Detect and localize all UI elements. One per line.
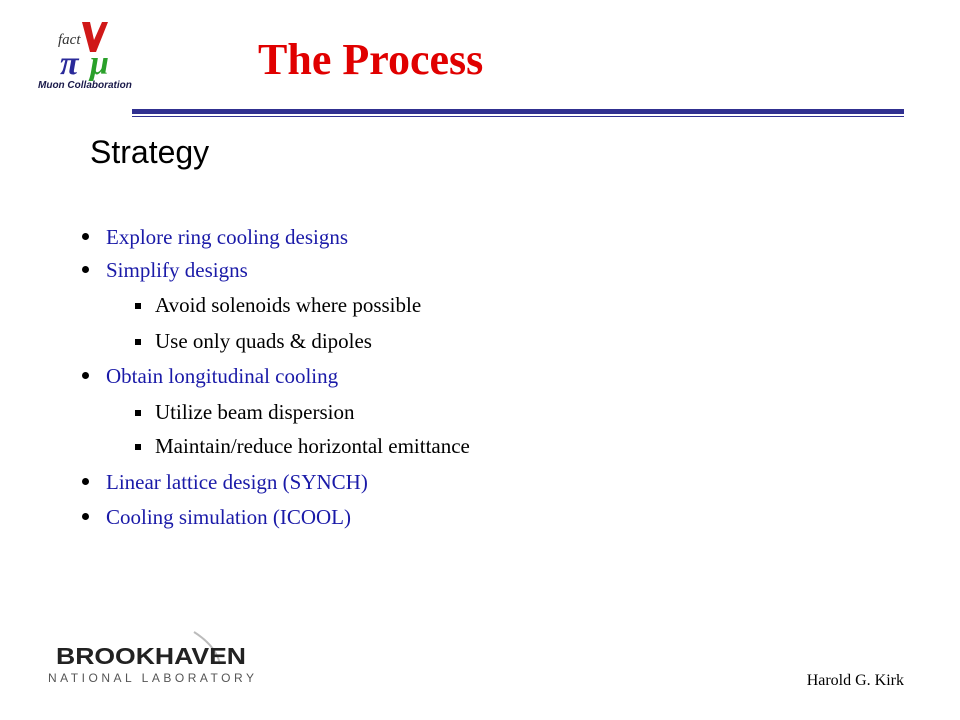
bullet-text: Obtain longitudinal cooling — [106, 364, 339, 388]
bullet-text: Use only quads & dipoles — [155, 329, 372, 353]
bullet-dot-icon — [82, 478, 89, 485]
sub-bullet-square-icon — [135, 303, 141, 309]
sub-bullet-square-icon — [135, 339, 141, 345]
sub-bullet-item — [155, 402, 354, 423]
bullet-text: Explore ring cooling designs — [106, 225, 349, 249]
logo-lab-name: BROOKHAVEN — [56, 643, 246, 669]
bullet-text: Maintain/reduce horizontal emittance — [155, 434, 470, 458]
slide-title: The Process — [258, 35, 484, 84]
bullet-dot-icon — [82, 372, 89, 379]
bullet-text: Utilize beam dispersion — [155, 400, 355, 424]
logo-lab-subtitle: NATIONAL LABORATORY — [48, 671, 254, 685]
title-rule-thick — [132, 109, 904, 114]
bullet-text: Linear lattice design (SYNCH) — [106, 470, 368, 494]
author-name: Harold G. Kirk — [806, 672, 904, 689]
bullet-text: Cooling simulation (ICOOL) — [106, 505, 351, 529]
bullet-item — [106, 507, 351, 528]
bullet-dot-icon — [82, 266, 89, 273]
sub-bullet-square-icon — [135, 410, 141, 416]
muon-collaboration-logo — [36, 18, 154, 94]
mu-glyph: μ — [90, 45, 109, 82]
title-rule-thin — [132, 116, 904, 117]
bullet-item — [106, 366, 338, 387]
bullet-text: Simplify designs — [106, 258, 248, 282]
sub-bullet-item — [155, 436, 470, 457]
section-subtitle: Strategy — [90, 134, 210, 170]
brookhaven-logo — [44, 630, 260, 690]
bullet-item — [106, 260, 248, 281]
sub-bullet-item — [155, 295, 421, 316]
sub-bullet-square-icon — [135, 444, 141, 450]
logo-caption: Muon Collaboration — [38, 80, 132, 91]
bullet-item — [106, 472, 368, 493]
bullet-dot-icon — [82, 513, 89, 520]
sub-bullet-item — [155, 331, 372, 352]
bullet-text: Avoid solenoids where possible — [155, 293, 422, 317]
bullet-item — [106, 227, 348, 248]
logo-fact-text: fact — [58, 32, 81, 48]
pi-glyph: π — [60, 45, 79, 82]
bullet-dot-icon — [82, 233, 89, 240]
